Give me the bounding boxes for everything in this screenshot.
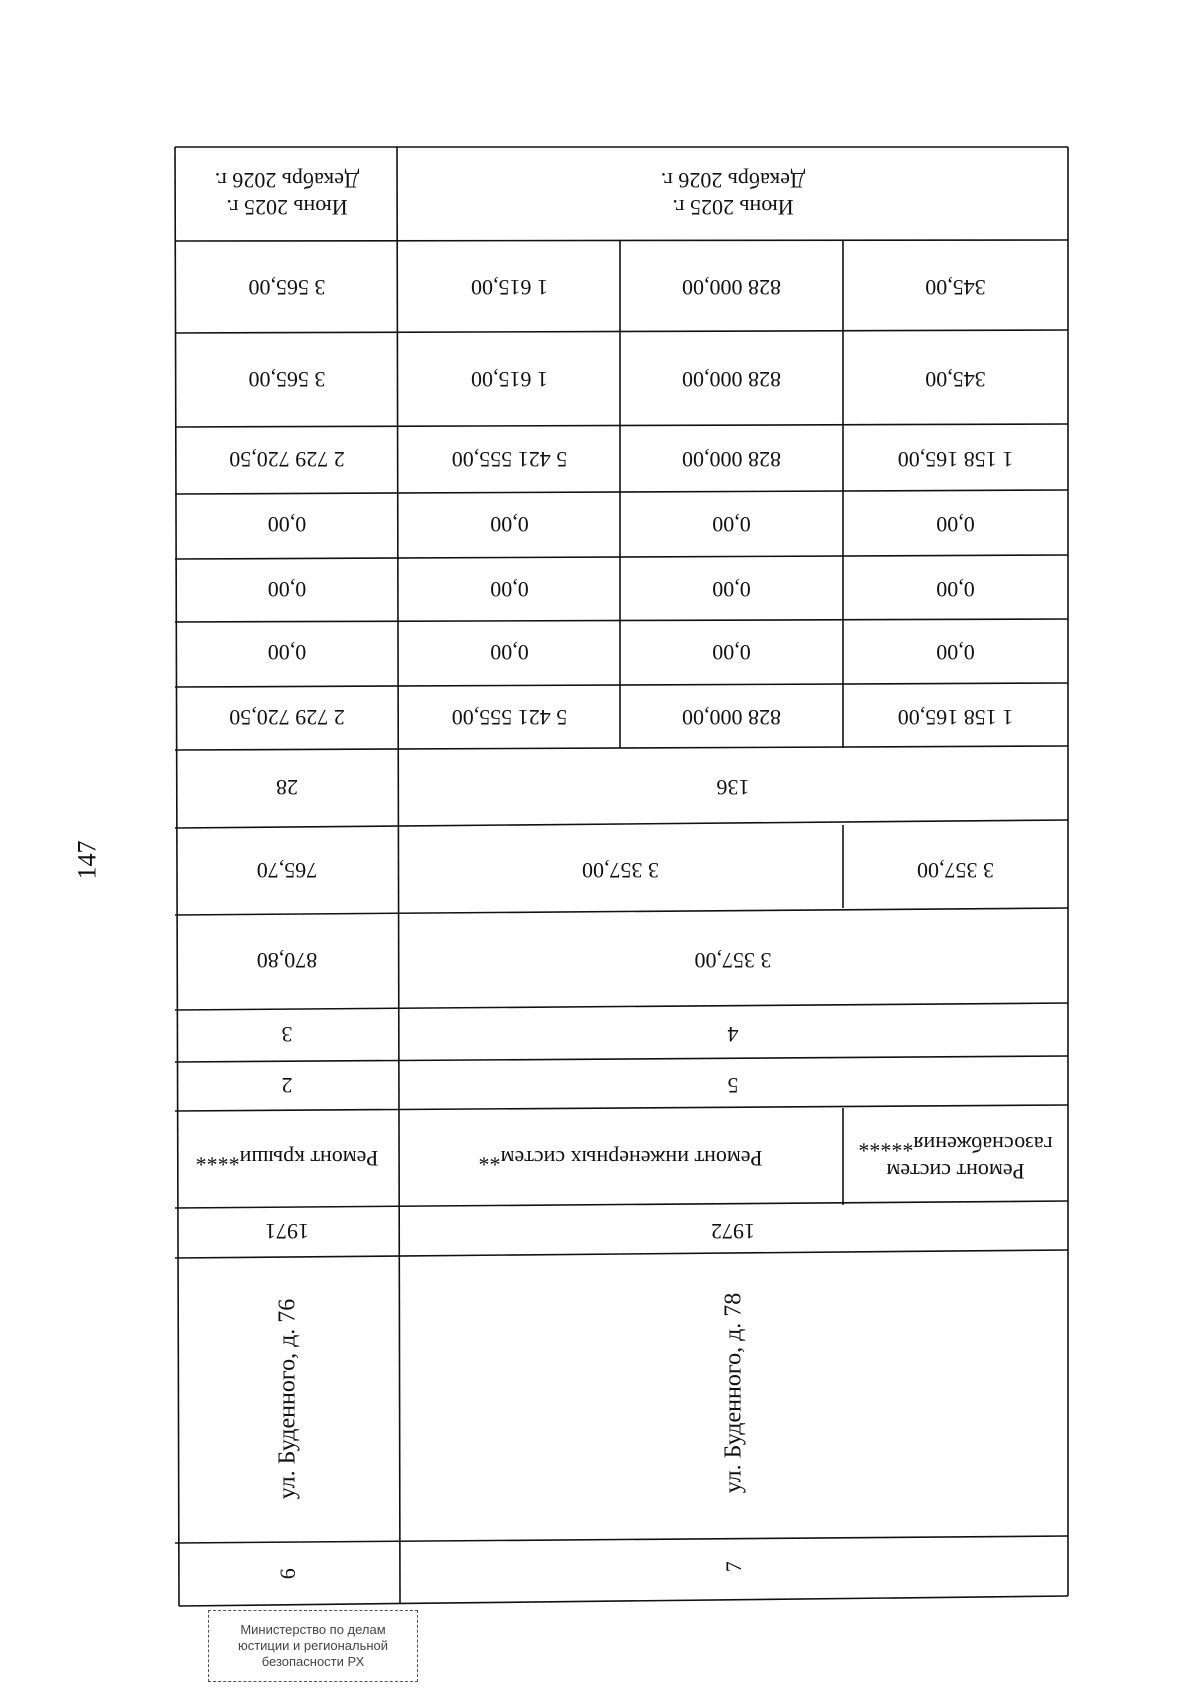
r10-c1: 870,80 [256, 947, 318, 973]
r1-c4: 345,00 [925, 274, 986, 300]
year-2: 1972 [711, 1218, 755, 1244]
r2-c2: 1 615,00 [471, 366, 548, 392]
r11-c2: 4 [727, 1021, 739, 1047]
r9-c3: 3 357,00 [917, 857, 994, 883]
work-type-engineering: Ремонт инженерных систем** [478, 1145, 763, 1171]
r7-c1: 2 729 720,50 [229, 704, 345, 730]
period-cell-2: Июнь 2025 г. Декабрь 2026 г. [660, 168, 806, 221]
year-1: 1971 [265, 1218, 309, 1244]
num-cell-1 [178, 1545, 396, 1603]
work-type-roof: Ремонт крыши**** [195, 1145, 379, 1171]
ministry-stamp [208, 1610, 418, 1682]
work-type-gas: Ремонт систем газоснабжения***** [858, 1132, 1053, 1185]
stamp-line-1: Министерство по делам [240, 1621, 386, 1637]
r5-c4: 0,00 [936, 576, 975, 602]
address-cell-1 [178, 1258, 396, 1540]
stamp-line-2: юстиции и региональной [237, 1637, 389, 1653]
r3-c2: 5 421 555,00 [451, 446, 568, 472]
r8-c2: 136 [716, 775, 750, 801]
page-number: 147 [72, 840, 102, 880]
r9-c1: 765,70 [256, 857, 318, 883]
r6-c1: 0,00 [267, 640, 307, 666]
r1-c1: 3 565,00 [248, 274, 326, 300]
r4-c1: 0,00 [267, 512, 307, 538]
r11-c1: 3 [281, 1021, 293, 1047]
num-2: 7 [720, 1561, 746, 1573]
r3-c4: 1 158 165,00 [897, 446, 1014, 472]
r1-c3: 828 000,00 [682, 274, 781, 300]
r4-c3: 0,00 [712, 512, 751, 538]
stamp-line-3: безопасности РХ [261, 1654, 365, 1670]
r7-c4: 1 158 165,00 [897, 704, 1014, 730]
r6-c2: 0,00 [490, 640, 529, 666]
r7-c2: 5 421 555,00 [451, 704, 568, 730]
address-2: ул. Буденного, д. 78 [719, 1292, 746, 1494]
r10-c2: 3 357,00 [694, 947, 772, 973]
r7-c3: 828 000,00 [682, 704, 781, 730]
num-1: 6 [274, 1568, 300, 1580]
address-1: ул. Буденного, д. 76 [273, 1298, 300, 1500]
r6-c4: 0,00 [936, 640, 975, 666]
r12-c1: 2 [281, 1072, 293, 1098]
r3-c1: 2 729 720,50 [229, 446, 345, 472]
r12-c2: 5 [727, 1072, 739, 1098]
r2-c1: 3 565,00 [248, 366, 326, 392]
r6-c3: 0,00 [712, 640, 751, 666]
r5-c2: 0,00 [490, 576, 529, 602]
r5-c1: 0,00 [267, 576, 307, 602]
r2-c4: 345,00 [925, 366, 986, 392]
num-cell-2 [400, 1538, 1066, 1596]
r2-c3: 828 000,00 [682, 366, 781, 392]
r3-c3: 828 000,00 [682, 446, 781, 472]
r1-c2: 1 615,00 [471, 274, 548, 300]
period-cell-1: Июнь 2025 г. Декабрь 2026 г. [214, 168, 360, 221]
r4-c2: 0,00 [490, 512, 529, 538]
r4-c4: 0,00 [936, 512, 975, 538]
r8-c1: 28 [276, 775, 298, 801]
r9-c2: 3 357,00 [582, 857, 659, 883]
r5-c3: 0,00 [712, 576, 751, 602]
address-cell-2 [400, 1252, 1066, 1534]
